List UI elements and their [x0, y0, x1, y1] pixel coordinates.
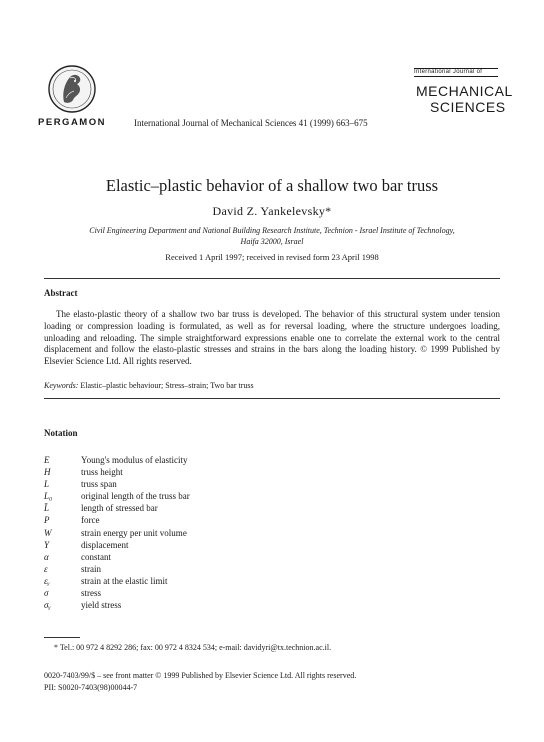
notation-definition: strain — [81, 563, 101, 574]
notation-item — [44, 527, 344, 539]
journal-logo — [414, 68, 513, 115]
notation-definition: length of stressed bar — [81, 503, 158, 514]
notation-item — [44, 478, 344, 490]
pergamon-emblem-icon — [46, 64, 98, 114]
publisher-logo — [38, 64, 106, 128]
notation-symbol: εᵧ — [44, 575, 50, 586]
notation-item — [44, 490, 344, 502]
notation-definition: truss span — [81, 479, 117, 490]
keywords-text: Elastic–plastic behaviour; Stress–strain; Two bar truss — [80, 381, 254, 390]
divider-bottom — [44, 398, 500, 399]
notation-item — [44, 563, 344, 575]
notation-symbol: σᵧ — [44, 600, 51, 611]
notation-definition: stress — [81, 588, 101, 599]
notation-symbol: α — [44, 551, 49, 562]
notation-item — [44, 587, 344, 599]
copyright-line: 0020-7403/99/$ – see front matter © 1999 Published by Elsevier Science Ltd. All rights reserved. — [44, 671, 357, 680]
notation-item — [44, 551, 344, 563]
notation-definition: force — [81, 515, 100, 526]
journal-citation: International Journal of Mechanical Sciences 41 (1999) 663–675 — [134, 118, 368, 128]
notation-definition: displacement — [81, 539, 129, 550]
notation-item — [44, 514, 344, 526]
notation-definition: strain at the elastic limit — [81, 575, 168, 586]
article-author: David Z. Yankelevsky* — [212, 204, 332, 218]
publisher-name: PERGAMON — [38, 117, 106, 128]
abstract-heading: Abstract — [44, 288, 78, 298]
notation-item — [44, 575, 344, 587]
notation-symbol: L₀ — [44, 491, 53, 502]
journal-logo-word-sciences: SCIENCES — [430, 99, 506, 115]
divider-top — [44, 278, 500, 279]
notation-definition: strain energy per unit volume — [81, 527, 187, 538]
notation-item — [44, 454, 344, 466]
notation-symbol: E — [44, 455, 50, 465]
article-title: Elastic–plastic behavior of a shallow two bar truss — [105, 176, 439, 195]
notation-item — [44, 466, 344, 478]
notation-symbol: W — [44, 527, 52, 538]
notation-symbol: ε — [44, 563, 48, 574]
notation-item — [44, 539, 344, 551]
notation-symbol: σ — [44, 588, 49, 599]
notation-item — [44, 502, 344, 514]
received-dates: Received 1 April 1997; received in revised form 23 April 1998 — [165, 252, 379, 262]
author-affiliation — [40, 225, 504, 247]
footnote-rule — [44, 637, 80, 638]
keywords — [44, 381, 254, 390]
affiliation-line-1: Civil Engineering Department and National Building Research Institute, Technion - Israel Institute of Technology, — [89, 226, 455, 235]
notation-list — [44, 454, 344, 611]
abstract-text: The elasto-plastic theory of a shallow two bar truss is developed. The behavior of this structural system under tension loading or compression loading is formulated, as well as for reversal loading, where the structure undergoes loading, unloading and reloading. The simple straightforward expressions enable one to correlate the external work to the central displacement and follow the elasto-plastic stresses and strains in the bars along the loading history. © 1999 Published by Elsevier Science Ltd. All rights reserved. — [44, 309, 500, 367]
notation-symbol: L — [44, 479, 50, 490]
notation-definition: original length of the truss bar — [81, 491, 190, 502]
notation-symbol: L̄ — [44, 503, 50, 514]
notation-symbol: H — [44, 467, 51, 478]
journal-logo-subtitle: International Journal of — [414, 68, 498, 77]
notation-definition: Young's modulus of elasticity — [81, 455, 188, 465]
notation-symbol: P — [44, 515, 50, 526]
notation-heading: Notation — [44, 428, 78, 438]
notation-definition: truss height — [81, 467, 123, 478]
keywords-label: Keywords: — [44, 381, 79, 390]
pii-line: PII: S0020-7403(98)00044-7 — [44, 683, 138, 692]
affiliation-line-2: Haifa 32000, Israel — [240, 237, 304, 246]
notation-item — [44, 599, 344, 611]
journal-logo-word-mechanical: MECHANICAL — [416, 83, 513, 99]
notation-definition: constant — [81, 551, 111, 562]
notation-definition: yield stress — [81, 600, 122, 611]
author-footnote: * Tel.: 00 972 4 8292 286; fax: 00 972 4 8324 534; e-mail: davidyri@tx.technion.ac.il. — [54, 643, 332, 652]
notation-symbol: Y — [44, 539, 50, 550]
